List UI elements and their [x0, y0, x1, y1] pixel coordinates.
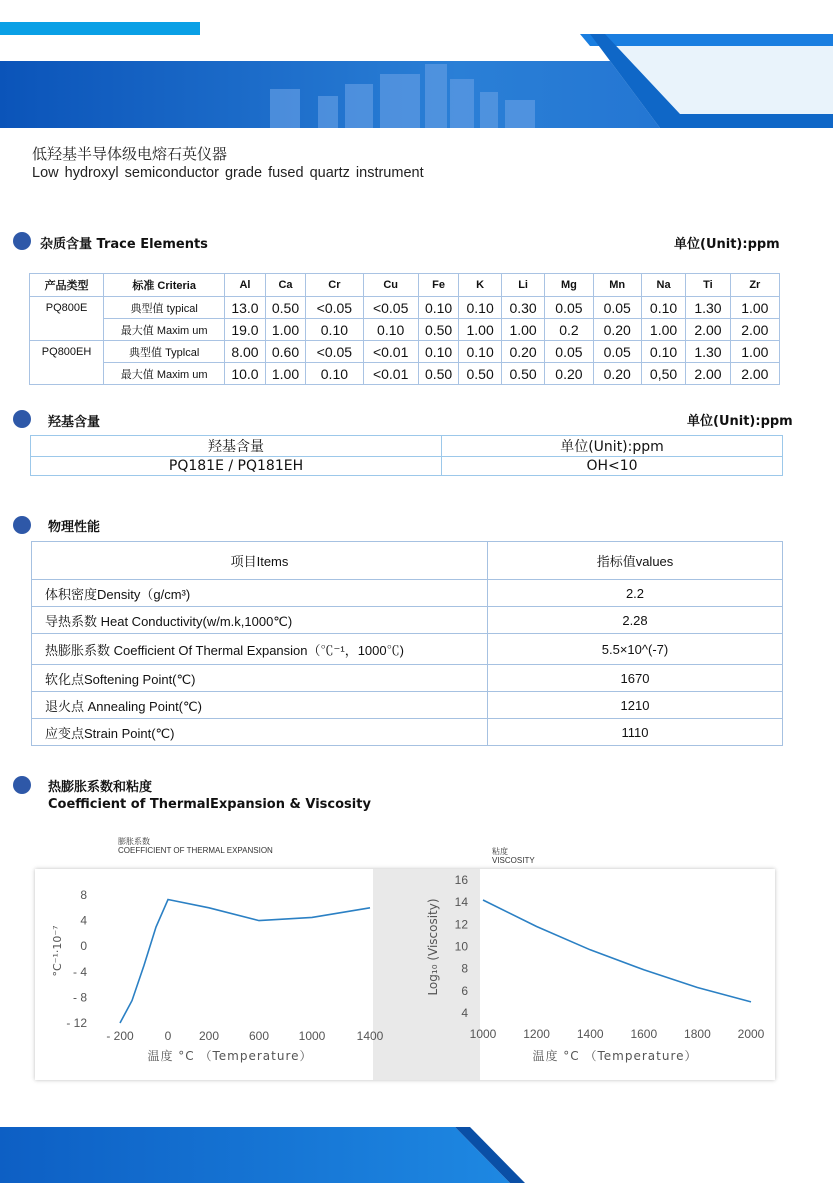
chart1-y-tick-label: - 12 [66, 1016, 87, 1030]
table-cell: 1.00 [501, 319, 544, 341]
hydroxyl-table [30, 435, 783, 476]
table-cell: 2.00 [686, 363, 730, 385]
table-row [32, 665, 783, 692]
table-cell: 体积密度Density（g/cm³) [32, 580, 488, 607]
page-title-en: Low hydroxyl semiconductor grade fused quartz instrument [32, 165, 424, 181]
physical-properties-table [31, 541, 783, 746]
table-cell: 应变点Strain Point(℃) [32, 719, 488, 746]
table-cell: 0.20 [545, 363, 593, 385]
column-header: Al [225, 274, 266, 297]
table-cell: 1670 [488, 665, 783, 692]
table-cell: 0.50 [418, 319, 459, 341]
chart2-x-axis-label: 温度 °C （Temperature） [532, 1049, 698, 1063]
table-cell: 最大值 Maxim um [104, 319, 225, 341]
column-header: Ti [686, 274, 730, 297]
column-header: Ca [265, 274, 306, 297]
table-cell: 19.0 [225, 319, 266, 341]
chart1-subtitle: COEFFICIENT OF THERMAL EXPANSION [118, 846, 273, 855]
table-cell: 1110 [488, 719, 783, 746]
table-cell: 0.10 [459, 297, 501, 319]
chart2-y-axis-label: Log₁₀ (Viscosity) [426, 898, 440, 996]
table-cell: 退火点 Annealing Point(℃) [32, 692, 488, 719]
section-bullet [13, 516, 31, 534]
chart2-x-tick-label: 1400 [576, 1027, 604, 1041]
table-cell: 2.28 [488, 607, 783, 634]
section-title-charts-cn: 热膨胀系数和粘度 [48, 780, 153, 795]
column-header: Zr [730, 274, 779, 297]
chart1-x-tick-label: 600 [248, 1029, 270, 1043]
chart1-y-tick-label: 8 [80, 888, 87, 902]
section-bullet [13, 410, 31, 428]
chart1-y-tick-label: 4 [80, 913, 87, 928]
chart1-x-tick-label: - 200 [106, 1029, 134, 1043]
table-cell: 0.20 [593, 319, 641, 341]
table-cell: 1.00 [641, 319, 685, 341]
chart2-y-tick-label: 8 [461, 961, 468, 976]
chart2-y-tick-label: 6 [461, 983, 468, 998]
charts-svg [35, 869, 775, 1080]
table-cell: PQ800EH [30, 341, 104, 363]
table-cell: 1.30 [686, 297, 730, 319]
table-cell [30, 319, 104, 341]
table-cell: 0.50 [418, 363, 459, 385]
chart2-y-tick-label: 10 [454, 939, 468, 954]
table-cell: 0,50 [641, 363, 685, 385]
chart1-y-tick-label: - 8 [72, 990, 87, 1005]
table-cell: <0.01 [363, 363, 418, 385]
chart2-y-tick-label: 4 [461, 1006, 468, 1020]
column-header: 产品类型 [30, 274, 104, 297]
table-cell: 0.05 [593, 341, 641, 363]
chart1-x-axis-label: 温度 °C （Temperature） [147, 1049, 313, 1063]
column-header: Cr [306, 274, 363, 297]
table-cell: <0.05 [363, 297, 418, 319]
table-cell: 1.00 [730, 297, 779, 319]
table-cell: 软化点Softening Point(℃) [32, 665, 488, 692]
table-cell: 0.2 [545, 319, 593, 341]
chart1-x-tick-label: 0 [164, 1029, 172, 1043]
table-cell: <0.05 [306, 341, 363, 363]
table-cell: 导热系数 Heat Conductivity(w/m.k,1000℃) [32, 607, 488, 634]
chart1-x-tick-label: 1000 [298, 1029, 326, 1043]
table-cell: 0.10 [306, 363, 363, 385]
section-bullet [13, 232, 31, 250]
table-cell: PQ181E / PQ181EH [31, 457, 442, 476]
column-header: 单位(Unit):ppm [442, 436, 783, 457]
table-cell: 最大值 Maxim um [104, 363, 225, 385]
table-cell: 1.00 [459, 319, 501, 341]
table-row [31, 457, 783, 476]
table-cell: 2.2 [488, 580, 783, 607]
section-title-charts-en: Coefficient of ThermalExpansion & Viscosity [48, 797, 371, 812]
section-title-physical: 物理性能 [48, 520, 101, 535]
column-header: Li [501, 274, 544, 297]
table-cell: 13.0 [225, 297, 266, 319]
trace-elements-table [29, 273, 780, 385]
chart2-y-tick-label: 16 [454, 873, 468, 887]
section-title-hydroxyl: 羟基含量 [48, 415, 101, 430]
column-header: Cu [363, 274, 418, 297]
chart2-subtitle: VISCOSITY [492, 856, 535, 865]
section-bullet [13, 776, 31, 794]
table-row [30, 297, 780, 319]
table-cell: 2.00 [686, 319, 730, 341]
column-header: 羟基含量 [31, 436, 442, 457]
table-cell: 0.05 [593, 297, 641, 319]
section-title-trace: 杂质含量 Trace Elements [40, 237, 208, 252]
table-cell: 0.20 [593, 363, 641, 385]
table-cell: <0.01 [363, 341, 418, 363]
table-cell: 1.00 [265, 319, 306, 341]
chart1-x-tick-label: 200 [198, 1029, 220, 1043]
chart1-y-axis-label: °C⁻¹·10⁻⁷ [51, 925, 64, 977]
table-cell: 0.50 [459, 363, 501, 385]
footer-banner [0, 1125, 833, 1183]
chart1-title: 膨胀系数 [118, 837, 150, 846]
chart2-x-tick-label: 1200 [523, 1027, 550, 1041]
table-cell: 2.00 [730, 319, 779, 341]
table-cell: 1.00 [730, 341, 779, 363]
table-row [32, 692, 783, 719]
table-header-row [31, 436, 783, 457]
table-cell: 典型值 typical [104, 297, 225, 319]
column-header: 指标值values [488, 542, 783, 580]
hydroxyl-unit: 单位(Unit):ppm [687, 414, 793, 429]
table-cell: 0.60 [265, 341, 306, 363]
table-cell: 0.10 [306, 319, 363, 341]
table-header-row [32, 542, 783, 580]
table-cell: 0.05 [545, 297, 593, 319]
column-header: K [459, 274, 501, 297]
table-cell: PQ800E [30, 297, 104, 319]
chart2-title: 粘度 [492, 847, 508, 856]
table-row [32, 719, 783, 746]
table-cell: OH<10 [442, 457, 783, 476]
table-cell: 8.00 [225, 341, 266, 363]
chart2-x-tick-label: 2000 [737, 1027, 765, 1041]
chart2-y-tick-label: 12 [454, 917, 468, 932]
trace-unit: 单位(Unit):ppm [674, 237, 780, 252]
chart1-y-tick-label: - 4 [72, 964, 87, 979]
column-header: Fe [418, 274, 459, 297]
charts-panel [35, 869, 775, 1080]
column-header: Na [641, 274, 685, 297]
table-cell: 0.10 [363, 319, 418, 341]
chart1-x-tick-label: 1400 [356, 1029, 384, 1043]
table-cell [30, 363, 104, 385]
header-banner [0, 34, 833, 128]
table-row [32, 607, 783, 634]
column-header: 标准 Criteria [104, 274, 225, 297]
table-cell: 1.30 [686, 341, 730, 363]
table-row [30, 341, 780, 363]
table-row [30, 319, 780, 341]
table-cell: 0.20 [501, 341, 544, 363]
table-cell: 0.05 [545, 341, 593, 363]
table-cell: 0.50 [501, 363, 544, 385]
chart2-y-tick-label: 14 [454, 895, 468, 910]
chart2-x-tick-label: 1000 [469, 1027, 497, 1041]
column-header: Mn [593, 274, 641, 297]
table-cell: 1210 [488, 692, 783, 719]
chart2-x-tick-label: 1800 [684, 1027, 711, 1041]
table-cell: 热膨胀系数 Coefficient Of Thermal Expansion（℃⁻¹，1000℃) [32, 634, 488, 665]
table-cell: 0.30 [501, 297, 544, 319]
column-header: Mg [545, 274, 593, 297]
table-cell: 2.00 [730, 363, 779, 385]
chart1-y-tick-label: 0 [80, 939, 87, 954]
table-cell: 0.50 [265, 297, 306, 319]
table-cell: 0.10 [418, 297, 459, 319]
chart2-x-tick-label: 1600 [630, 1027, 658, 1041]
table-header-row [30, 274, 780, 297]
table-cell: 10.0 [225, 363, 266, 385]
table-row [30, 363, 780, 385]
table-cell: 0.10 [641, 341, 685, 363]
table-cell: 5.5×10^(-7) [488, 634, 783, 665]
page-title-cn: 低羟基半导体级电熔石英仪器 [32, 145, 228, 163]
table-cell: 典型值 Typlcal [104, 341, 225, 363]
table-cell: 0.10 [418, 341, 459, 363]
table-cell: 1.00 [265, 363, 306, 385]
column-header: 项目Items [32, 542, 488, 580]
table-row [32, 580, 783, 607]
table-row [32, 634, 783, 665]
table-cell: 0.10 [641, 297, 685, 319]
table-cell: 0.10 [459, 341, 501, 363]
table-cell: <0.05 [306, 297, 363, 319]
